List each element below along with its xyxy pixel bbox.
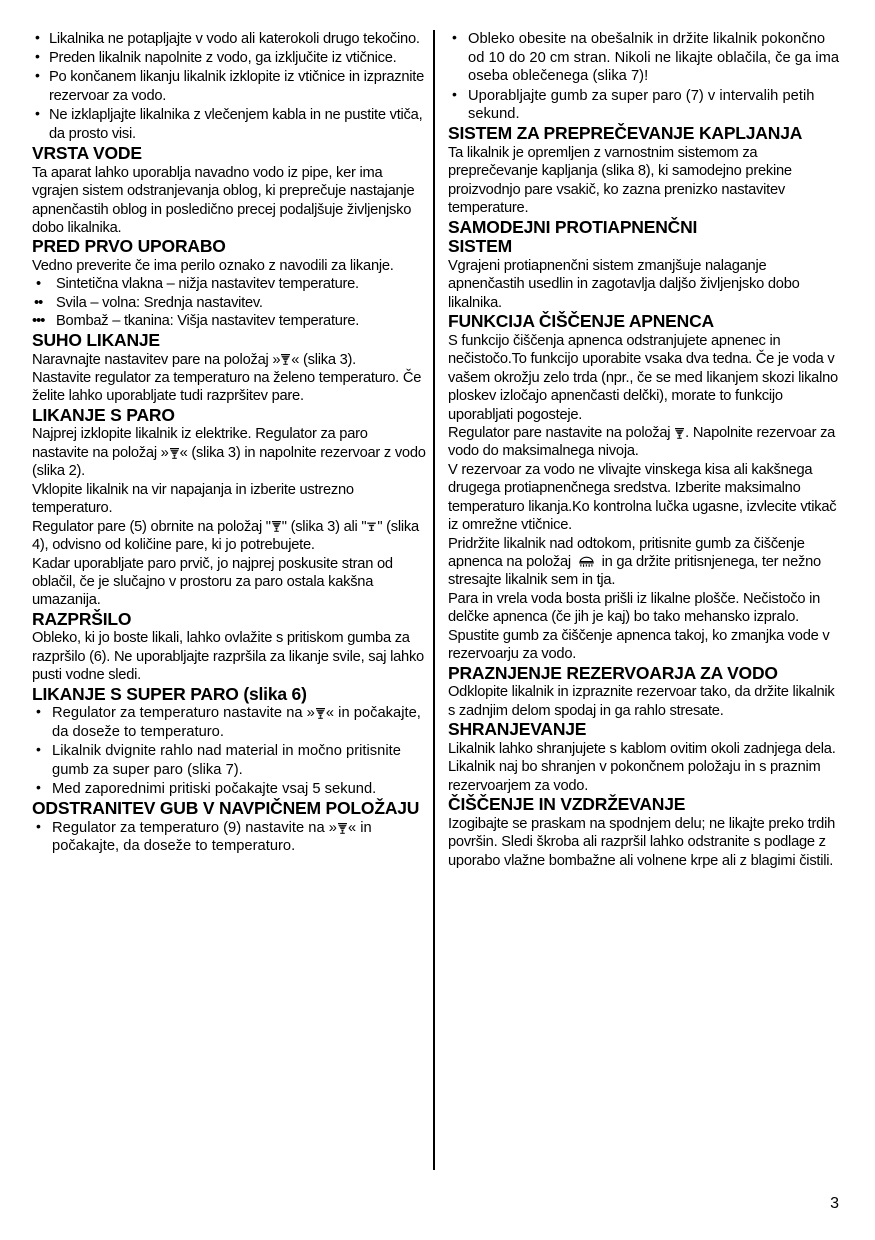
text-run: « (slika 3) in napolnite rezervoar z vodo (slika 2). <box>32 444 426 480</box>
text-run: Regulator za temperaturo (9) nastavite na » <box>52 819 337 836</box>
paragraph: Nastavite regulator za temperaturo na želeno temperaturo. Če želite lahko uporabljate tudi razpršitev pare. <box>32 369 422 405</box>
paragraph: Ta likalnik je opremljen z varnostnim sistemom za preprečevanje kapljanja (slika 8), ki samodejno prekine proizvodnjo pare vsakič, ko zazna prenizko nastavitev temperature. <box>448 144 792 217</box>
text-run: . Napolnite rezervoar za vodo do maksimalnega nivoja. <box>448 424 836 460</box>
text-run: « (slika 3). <box>291 351 357 368</box>
list-item: • Med zaporednimi pritiski počakajte vsaj 5 sekund. <box>32 780 428 799</box>
list-item-label: Svila – volna: Srednja nastavitev. <box>56 294 263 311</box>
steam-low-icon <box>366 520 377 532</box>
fabric-temperature-list <box>32 275 428 331</box>
text-run: in ga držite pritisnjenega, ter nežno stresajte likalnik sem in tja. <box>448 554 821 589</box>
list-item <box>32 704 428 741</box>
heading-likanje-s-paro: LIKANJE S PARO <box>32 404 175 425</box>
paragraph: Vklopite likalnik na vir napajanja in izberite ustrezno temperaturo. <box>32 481 354 517</box>
heading-shranjevanje: SHRANJEVANJE <box>448 719 587 740</box>
paragraph <box>448 535 844 590</box>
two-column-body <box>32 30 844 1170</box>
super-steam-bullet-list <box>32 704 428 798</box>
heading-sistem-preprecevanje-kapljanja: SISTEM ZA PREPREČEVANJE KAPLJANJA <box>448 123 803 144</box>
list-item: • Likalnika ne potapljajte v vodo ali katerokoli drugo tekočino. <box>32 30 428 49</box>
heading-praznjenje-rezervoarja: PRAZNJENJE REZERVOARJA ZA VODO <box>448 662 778 683</box>
paragraph: Kadar uporabljate paro prvič, jo najprej poskusite stran od oblačil, če je slučajno v prostoru za paro ostala kakšna umazanija. <box>32 555 393 609</box>
list-item <box>32 819 428 856</box>
paragraph: Likalnik lahko shranjujete s kablom ovitim okoli zadnjega dela. Likalnik naj bo shranjen v pokončnem položaju in s praznim rezervoarjem za vodo. <box>448 740 836 794</box>
text-run: « in počakajte, da doseže to temperaturo. <box>52 819 372 855</box>
heading-vrsta-vode: VRSTA VODE <box>32 143 142 164</box>
text-run: " (slika 4), odvisno od količine pare, ki jo potrebujete. <box>32 518 419 554</box>
text-run: Pridržite likalnik nad odtokom, pritisnite gumb za čiščenje apnenca na položaj <box>448 535 805 571</box>
right-column <box>448 30 844 870</box>
paragraph <box>448 424 844 461</box>
heading-funkcija-ciscenje-apnenca: FUNKCIJA ČIŠČENJE APNENCA <box>448 311 714 332</box>
paragraph: Ta aparat lahko uporablja navadno vodo iz pipe, ker ima vgrajen sistem odstranjevanja oblog, ki preprečuje nastajanje apnenčastih oblog in posledično precej podaljšuje življenjsko dobo likalnika. <box>32 164 415 236</box>
heading-pred-prvo-uporabo: PRED PRVO UPORABO <box>32 236 226 257</box>
paragraph <box>32 351 428 369</box>
paragraph: Vgrajeni protiapnenčni sistem zmanjšuje nalaganje apnenčastih usedlin in zagotavlja daljšo življenjsko dobo likalnika. <box>448 257 800 311</box>
paragraph <box>32 425 428 480</box>
paragraph: V rezervoar za vodo ne vlivajte vinskega kisa ali kakšnega drugega protiapnenčnega sredstva. Izberite maksimalno temperaturo likanja.Ko kontrolna lučka ugasne, izvlecite vtikač iz omrežne vtičnice. <box>448 461 837 534</box>
vertical-steam-bullet-list <box>32 819 428 856</box>
steam-max-icon <box>280 353 291 365</box>
two-dot-icon: •• <box>34 294 43 311</box>
text-run: Naravnajte nastavitev pare na položaj » <box>32 351 281 368</box>
steam-max-icon <box>337 822 348 834</box>
list-item: • Ne izklapljajte likalnika z vlečenjem kabla in ne pustite vtiča, da prosto visi. <box>32 106 428 143</box>
list-item: • Obleko obesite na obešalnik in držite likalnik pokončno od 10 do 20 cm stran. Nikoli ne likajte oblačila, če ga ima oseba oblečenega (slika 7)! <box>448 30 844 86</box>
heading-sistem: SISTEM <box>448 236 512 257</box>
heading-ciscenje-in-vzdrzevanje: ČIŠČENJE IN VZDRŽEVANJE <box>448 794 686 815</box>
list-item-label: Sintetična vlakna – nižja nastavitev temperature. <box>56 276 359 293</box>
text-run: Regulator za temperaturo nastavite na » <box>52 705 315 722</box>
list-item-label: Bombaž – tkanina: Višja nastavitev temperature. <box>56 313 360 330</box>
paragraph: Izogibajte se praskam na spodnjem delu; ne likajte preko trdih površin. Sledi škroba ali razpršil lahko odstranite s podlage z uporabo vlažne bombažne ali volnene krpe ali z blagimi čistili. <box>448 815 836 869</box>
text-run: " (slika 3) ali " <box>281 518 367 535</box>
heading-odstranitev-gub: ODSTRANITEV GUB V NAVPIČNEM POLOŽAJU <box>32 798 420 819</box>
three-dot-icon: ••• <box>32 313 45 330</box>
list-item <box>32 294 428 313</box>
one-dot-icon: • <box>36 276 41 293</box>
text-run: Regulator pare (5) obrnite na položaj " <box>32 518 271 535</box>
list-item <box>32 275 428 294</box>
heading-suho-likanje: SUHO LIKANJE <box>32 329 160 350</box>
list-item: • Po končanem likanju likalnik izklopite iz vtičnice in izpraznite rezervoar za vodo. <box>32 68 428 105</box>
list-item <box>32 312 428 331</box>
list-item: • Likalnik dvignite rahlo nad material in močno pritisnite gumb za super paro (slika 7). <box>32 742 428 779</box>
page-number: 3 <box>830 1195 839 1212</box>
steam-max-icon <box>315 707 326 719</box>
steam-max-icon <box>169 447 180 459</box>
vertical-ironing-bullet-list <box>448 30 844 124</box>
safety-bullet-list <box>32 30 428 144</box>
self-clean-icon <box>577 556 596 569</box>
heading-samodejni-protiapnencni: SAMODEJNI PROTIAPNENČNI <box>448 216 698 237</box>
text-run: Regulator pare nastavite na položaj <box>448 424 675 441</box>
heading-likanje-s-super-paro: LIKANJE S SUPER PARO (slika 6) <box>32 683 307 704</box>
paragraph: Para in vrela voda bosta prišli iz likalne plošče. Nečistočo in delčke apnenca (če jih je kaj) bo tako mehansko izpralo. <box>448 590 821 626</box>
paragraph <box>32 518 428 555</box>
left-column <box>32 30 428 857</box>
text-run: Najprej izklopite likalnik iz elektrike. Regulator za paro nastavite na položaj » <box>32 426 368 461</box>
steam-max-icon <box>271 520 282 532</box>
paragraph: Vedno preverite če ima perilo oznako z navodili za likanje. <box>32 257 394 274</box>
paragraph: Odklopite likalnik in izpraznite rezervoar tako, da držite likalnik s zadnjim delom spodaj in ga rahlo stresate. <box>448 684 835 719</box>
list-item: • Uporabljajte gumb za super paro (7) v intervalih petih sekund. <box>448 87 844 124</box>
paragraph: Obleko, ki jo boste likali, lahko ovlažite s pritiskom gumba za razpršilo (6). Ne uporabljajte razpršila za likanje svile, saj lahko pusti vodne sledi. <box>32 630 424 684</box>
heading-razprsilo: RAZPRŠILO <box>32 608 132 629</box>
paragraph: Spustite gumb za čiščenje apnenca takoj, ko zmanjka vode v rezervoarju za vodo. <box>448 627 830 663</box>
paragraph: S funkcijo čiščenja apnenca odstranjujete apnenec in nečistočo.To funkcijo uporabite vsaka dva tedna. Če je voda v vašem okrožju zelo trda (npr., če se med likanjem skozi likalno ploskev izločajo apnenčasti delčki), morate to funkcijo uporabljati pogosteje. <box>448 332 838 423</box>
list-item: • Preden likalnik napolnite z vodo, ga izključite iz vtičnice. <box>32 49 428 68</box>
steam-max-icon <box>674 427 685 439</box>
text-run: « in počakajte, da doseže to temperaturo. <box>52 705 421 740</box>
